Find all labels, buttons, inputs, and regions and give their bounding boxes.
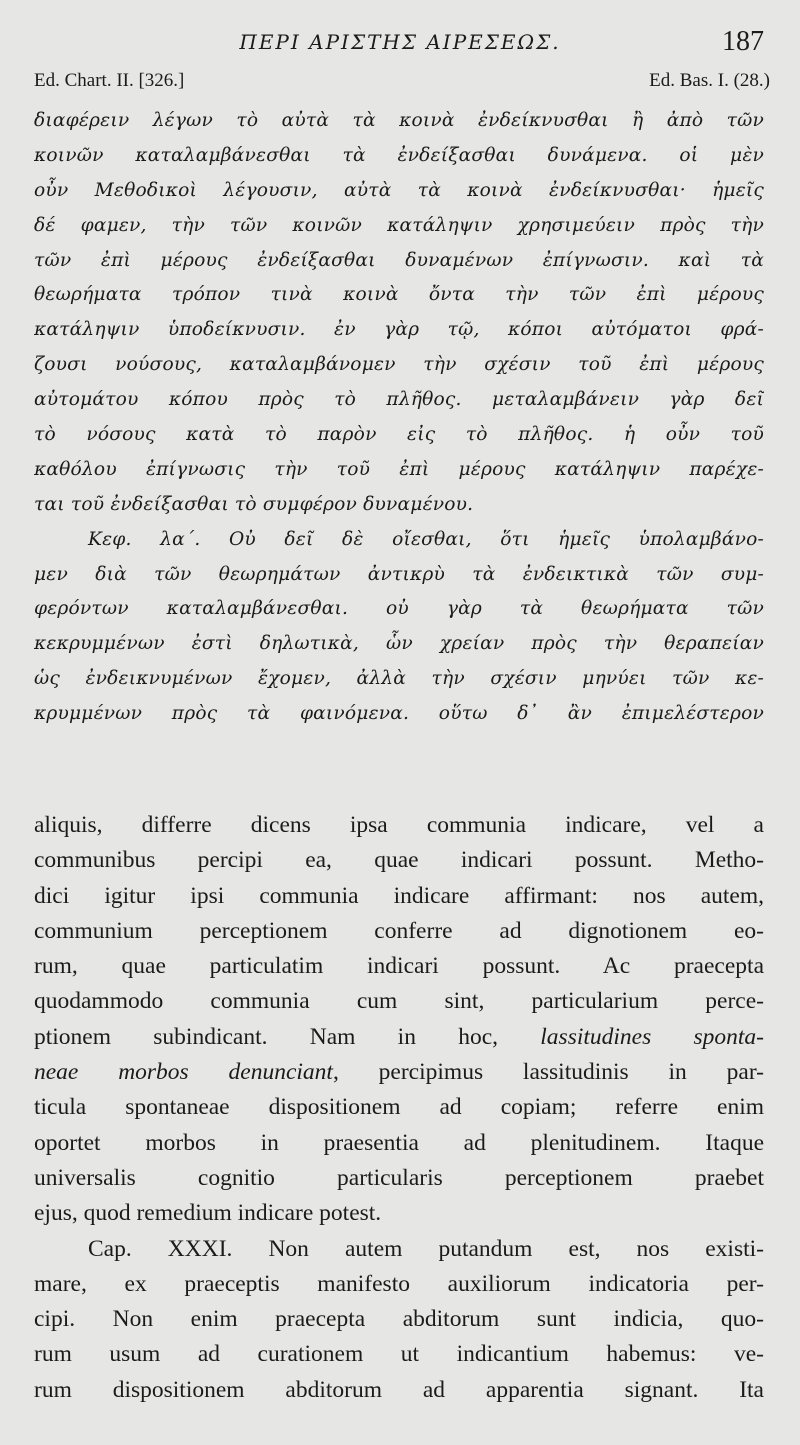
greek-chapter-heading-line: Κεφ. λα΄. Οὐ δεῖ δὲ οἴεσθαι, ὅτι ἡμεῖς ὑπολαμβάνο- (88, 528, 764, 550)
latin-segment: aliquis, differre dicens ipsa communia indicare, vel a (34, 812, 764, 838)
greek-line: μεν διὰ τῶν θεωρημάτων ἀντικρὺ τὰ ἐνδεικτικὰ τῶν συμ- (34, 563, 764, 585)
latin-segment: rum usum ad curationem ut indicantium habemus: ve- (34, 1341, 764, 1368)
latin-segment: ptionem subindicant. Nam in hoc, (34, 1023, 541, 1050)
greek-line: κρυμμένων πρὸς τὰ φαινόμενα. οὕτω δ᾽ ἂν ἐπιμελέστερον (34, 703, 764, 725)
latin-text-block (34, 808, 764, 1408)
latin-line (34, 1337, 764, 1372)
greek-line: κοινῶν καταλαμβάνεσθαι τὰ ἐνδείξασθαι δυνάμενα. οἱ μὲν (34, 144, 764, 166)
latin-line (34, 1090, 764, 1125)
greek-line: οὖν Μεθοδικοὶ λέγουσιν, αὐτὰ τὰ κοινὰ ἐνδείκνυσθαι· ἡμεῖς (34, 179, 764, 201)
greek-line: διαφέρειν λέγων τὸ αὐτὰ τὰ κοινὰ ἐνδείκνυσθαι ἢ ἀπὸ τῶν (34, 110, 764, 131)
latin-line (34, 1055, 764, 1090)
greek-line: θεωρήματα τρόπον τινὰ κοινὰ ὄντα τὴν τῶν ἐπὶ μέρους (34, 284, 764, 306)
latin-segment: mare, ex praeceptis manifesto auxiliorum indicatoria per- (34, 1270, 764, 1297)
greek-line: αὐτομάτου κόπου πρὸς τὸ πλῆθος. μεταλαμβάνειν γὰρ δεῖ (34, 389, 764, 411)
edition-reference-chartier: Ed. Chart. II. [326.] (34, 70, 185, 91)
latin-segment: communium perceptionem conferre ad dignotionem eo- (34, 917, 764, 944)
latin-line (34, 879, 764, 914)
edition-reference-basel: Ed. Bas. I. (28.) (649, 70, 770, 91)
greek-line: ὡς ἐνδεικνυμένων ἔχομεν, ἀλλὰ τὴν σχέσιν μηνύει τῶν κε- (34, 668, 764, 690)
running-title: ΠΕΡΙ ΑΡΙΣΤΗΣ ΑΙΡΕΣΕΩΣ. (239, 30, 561, 54)
latin-quoted-segment: lassitudines sponta- (540, 1023, 764, 1050)
latin-segment: Cap. XXXI. Non autem putandum est, nos existi- (88, 1235, 764, 1262)
latin-segment: , percipimus lassitudinis in par- (332, 1059, 764, 1086)
latin-segment: communibus percipi ea, quae indicari possunt. Metho- (34, 847, 764, 874)
latin-line (34, 1267, 764, 1302)
latin-segment: oportet morbos in praesentia ad plenitudinem. Itaque (34, 1129, 764, 1156)
latin-line (34, 1373, 764, 1408)
edition-reference-line (34, 70, 770, 96)
greek-line: ζουσι νούσους, καταλαμβάνομεν τὴν σχέσιν τοῦ ἐπὶ μέρους (34, 354, 764, 376)
latin-segment: rum dispositionem abditorum ad apparentia signant. Ita (34, 1376, 764, 1403)
latin-chapter-heading-line (34, 1232, 764, 1267)
latin-segment: quodammodo communia cum sint, particularium perce- (34, 988, 764, 1015)
greek-line: τῶν ἐπὶ μέρους ἐνδείξασθαι δυναμένων ἐπίγνωσιν. καὶ τὰ (34, 249, 764, 271)
greek-line: καθόλου ἐπίγνωσις τὴν τοῦ ἐπὶ μέρους κατάληψιν παρέχε- (34, 458, 764, 480)
greek-line: τὸ νόσους κατὰ τὸ παρὸν εἰς τὸ πλῆθος. ἡ οὖν τοῦ (34, 424, 764, 446)
latin-quoted-segment: neae morbos denunciant (34, 1059, 333, 1086)
latin-line (34, 1126, 764, 1161)
running-head (0, 26, 800, 62)
greek-line: κεκρυμμένων ἐστὶ δηλωτικὰ, ὧν χρείαν πρὸς τὴν θεραπείαν (34, 633, 764, 655)
latin-line (34, 1020, 764, 1055)
greek-line: κατάληψιν ὑποδείκνυσιν. ἐν γὰρ τῷ, κόποι αὐτόματοι φρά- (34, 319, 764, 341)
latin-line (34, 1302, 764, 1337)
greek-line: δέ φαμεν, τὴν τῶν κοινῶν κατάληψιν χρησιμεύειν πρὸς τὴν (34, 214, 764, 236)
latin-line (34, 843, 764, 878)
latin-segment: cipi. Non enim praecepta abditorum sunt indicia, quo- (34, 1306, 764, 1333)
latin-segment: universalis cognitio particularis perceptionem praebet (34, 1164, 764, 1191)
greek-text-block (34, 104, 764, 732)
latin-segment: ejus, quod remedium indicare potest. (34, 1200, 382, 1227)
page-number: 187 (722, 26, 764, 57)
greek-line: ται τοῦ ἐνδείξασθαι τὸ συμφέρον δυναμένου. (34, 493, 474, 515)
latin-segment: ticula spontaneae dispositionem ad copiam; referre enim (34, 1094, 764, 1121)
latin-segment: rum, quae particulatim indicari possunt. Ac praecepta (34, 953, 764, 980)
latin-line (34, 1161, 764, 1196)
greek-line: φερόντων καταλαμβάνεσθαι. οὐ γὰρ τὰ θεωρήματα τῶν (34, 598, 764, 620)
latin-line (34, 1196, 764, 1231)
latin-line (34, 914, 764, 949)
latin-line (34, 949, 764, 984)
latin-line (34, 984, 764, 1019)
latin-line (34, 808, 764, 843)
latin-segment: dici igitur ipsi communia indicare affirmant: nos autem, (34, 882, 764, 909)
